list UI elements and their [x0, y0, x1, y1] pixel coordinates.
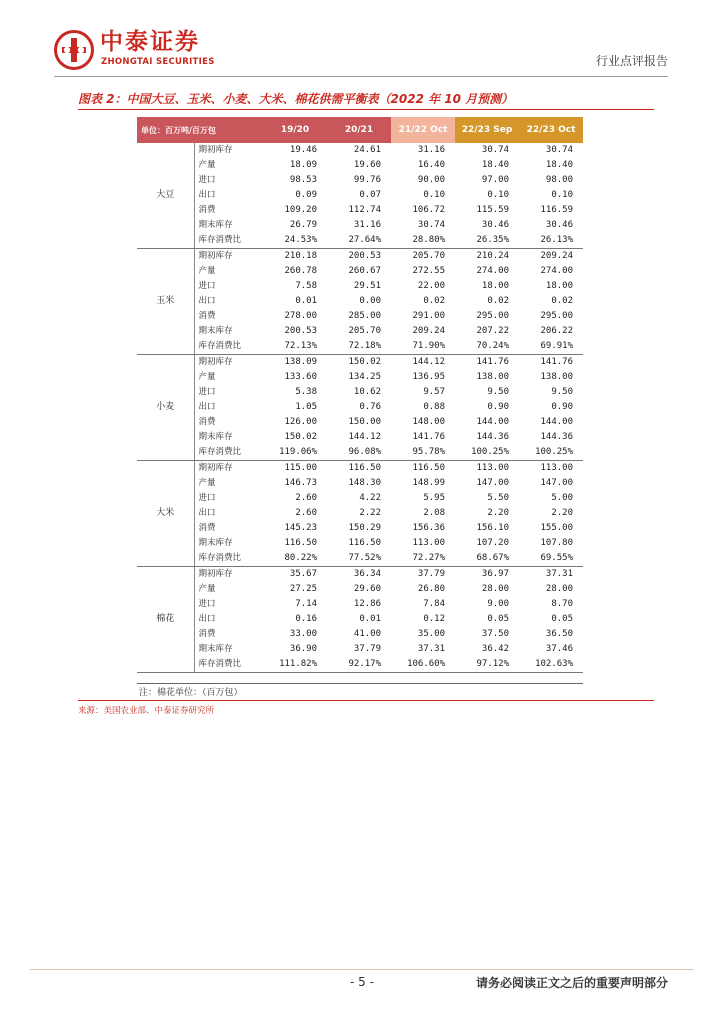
value-cell: 295.00 [540, 311, 574, 321]
value-cell: 274.00 [476, 266, 510, 276]
value-cell: 102.63% [519, 657, 583, 673]
value-cell: 155.00 [540, 523, 574, 533]
table-row [137, 415, 583, 430]
value-cell: 27.25 [289, 584, 318, 594]
value-cell: 209.24 [540, 251, 574, 261]
supply-demand-table [137, 117, 583, 673]
value-cell: 116.50 [284, 538, 318, 548]
value-cell: 156.36 [412, 523, 446, 533]
value-cell: 30.46 [545, 220, 574, 230]
metric-label: 出口 [198, 296, 216, 306]
table-row [137, 264, 583, 279]
value-cell: 1.05 [295, 402, 318, 412]
value-cell: 68.67% [455, 551, 519, 567]
value-cell: 0.05 [487, 614, 510, 624]
value-cell: 37.79 [353, 644, 382, 654]
value-cell: 31.16 [417, 145, 446, 155]
value-cell: 0.16 [295, 614, 318, 624]
page-number: - 5 - [350, 975, 374, 989]
value-cell: 209.24 [412, 326, 446, 336]
metric-label: 库存消费比 [194, 233, 263, 249]
value-cell: 278.00 [284, 311, 318, 321]
metric-label: 消费 [198, 311, 216, 321]
table-row [137, 491, 583, 506]
metric-label: 产量 [198, 160, 216, 170]
metric-label: 产量 [198, 478, 216, 488]
value-cell: 144.12 [348, 432, 382, 442]
value-cell: 30.74 [417, 220, 446, 230]
value-cell: 147.00 [476, 478, 510, 488]
table-row [137, 370, 583, 385]
value-cell: 37.50 [481, 629, 510, 639]
table-row [137, 233, 583, 249]
value-cell: 28.80% [391, 233, 455, 249]
table-row [137, 158, 583, 173]
value-cell: 116.59 [540, 205, 574, 215]
value-cell: 33.00 [289, 629, 318, 639]
value-cell: 210.24 [476, 251, 510, 261]
value-cell: 134.25 [348, 372, 382, 382]
table-row [137, 582, 583, 597]
value-cell: 100.25% [519, 445, 583, 461]
table-note: 注：棉花单位：（百万包） [139, 688, 243, 698]
value-cell: 136.95 [412, 372, 446, 382]
value-cell: 98.53 [289, 175, 318, 185]
metric-label: 消费 [198, 205, 216, 215]
metric-label: 库存消费比 [194, 339, 263, 355]
value-cell: 291.00 [412, 311, 446, 321]
value-cell: 28.00 [545, 584, 574, 594]
table-header-row [137, 117, 583, 143]
metric-label: 进口 [198, 175, 216, 185]
value-cell: 69.91% [519, 339, 583, 355]
logo-english-name: ZHONGTAI SECURITIES [101, 57, 215, 67]
value-cell: 28.00 [481, 584, 510, 594]
value-cell: 0.01 [295, 296, 318, 306]
value-cell: 18.00 [545, 281, 574, 291]
value-cell: 205.70 [412, 251, 446, 261]
value-cell: 274.00 [540, 266, 574, 276]
value-cell: 22.00 [417, 281, 446, 291]
value-cell: 0.07 [359, 190, 382, 200]
metric-label: 消费 [198, 417, 216, 427]
value-cell: 109.20 [284, 205, 318, 215]
value-cell: 19.60 [353, 160, 382, 170]
metric-label: 期末库存 [198, 432, 233, 442]
table-row [137, 657, 583, 673]
value-cell: 0.10 [487, 190, 510, 200]
value-cell: 72.13% [263, 339, 327, 355]
value-cell: 0.10 [423, 190, 446, 200]
table-row [137, 461, 583, 477]
value-cell: 37.31 [417, 644, 446, 654]
value-cell: 113.00 [540, 463, 574, 473]
value-cell: 146.73 [284, 478, 318, 488]
value-cell: 12.86 [353, 599, 382, 609]
table-row [137, 218, 583, 233]
metric-label: 产量 [198, 266, 216, 276]
table-row [137, 400, 583, 415]
value-cell: 5.50 [487, 493, 510, 503]
value-cell: 0.76 [359, 402, 382, 412]
value-cell: 29.51 [353, 281, 382, 291]
table-row [137, 476, 583, 491]
metric-label: 期末库存 [198, 538, 233, 548]
value-cell: 141.76 [540, 357, 574, 367]
value-cell: 4.22 [359, 493, 382, 503]
value-cell: 0.90 [487, 402, 510, 412]
value-cell: 0.05 [551, 614, 574, 624]
table-row [137, 339, 583, 355]
value-cell: 26.35% [455, 233, 519, 249]
value-cell: 70.24% [455, 339, 519, 355]
report-type-label: 行业点评报告 [595, 54, 668, 68]
value-cell: 9.57 [423, 387, 446, 397]
value-cell: 106.72 [412, 205, 446, 215]
value-cell: 112.74 [348, 205, 382, 215]
value-cell: 144.12 [412, 357, 446, 367]
metric-label: 产量 [198, 584, 216, 594]
figure-title: 图表 2：中国大豆、玉米、小麦、大米、棉花供需平衡表（2022 年 10 月预测） [78, 92, 514, 106]
metric-label: 期初库存 [198, 357, 233, 367]
table-row [137, 188, 583, 203]
value-cell: 90.00 [417, 175, 446, 185]
value-cell: 0.02 [551, 296, 574, 306]
table-bottom-rule [137, 683, 583, 684]
column-header-2223-oct: 22/23 Oct [519, 117, 583, 143]
value-cell: 144.36 [540, 432, 574, 442]
table-row [137, 355, 583, 371]
value-cell: 106.60% [391, 657, 455, 673]
metric-label: 出口 [198, 190, 216, 200]
value-cell: 97.12% [455, 657, 519, 673]
metric-label: 库存消费比 [194, 445, 263, 461]
value-cell: 0.90 [551, 402, 574, 412]
value-cell: 36.34 [353, 569, 382, 579]
value-cell: 92.17% [327, 657, 391, 673]
value-cell: 116.50 [348, 538, 382, 548]
value-cell: 9.50 [551, 387, 574, 397]
table-row [137, 294, 583, 309]
value-cell: 98.00 [545, 175, 574, 185]
table-row [137, 143, 583, 158]
value-cell: 148.99 [412, 478, 446, 488]
value-cell: 18.00 [481, 281, 510, 291]
value-cell: 19.46 [289, 145, 318, 155]
unit-header: 单位：百万吨/百万包 [137, 117, 263, 143]
value-cell: 95.78% [391, 445, 455, 461]
source-line: 来源：美国农业部、中泰证券研究所 [78, 706, 215, 716]
value-cell: 35.00 [417, 629, 446, 639]
value-cell: 113.00 [412, 538, 446, 548]
value-cell: 138.00 [476, 372, 510, 382]
value-cell: 0.12 [423, 614, 446, 624]
table-row [137, 627, 583, 642]
value-cell: 24.61 [353, 145, 382, 155]
value-cell: 144.00 [540, 417, 574, 427]
figure-bottom-rule [78, 700, 654, 701]
value-cell: 5.00 [551, 493, 574, 503]
value-cell: 116.50 [348, 463, 382, 473]
value-cell: 206.22 [540, 326, 574, 336]
value-cell: 2.22 [359, 508, 382, 518]
value-cell: 147.00 [540, 478, 574, 488]
metric-label: 期末库存 [198, 220, 233, 230]
commodity-label: 小麦 [137, 355, 194, 461]
table-row [137, 173, 583, 188]
value-cell: 107.20 [476, 538, 510, 548]
column-header-2122-oct: 21/22 Oct [391, 117, 455, 143]
metric-label: 消费 [198, 629, 216, 639]
value-cell: 18.40 [481, 160, 510, 170]
metric-label: 期初库存 [198, 569, 233, 579]
value-cell: 26.79 [289, 220, 318, 230]
table-row [137, 249, 583, 265]
metric-label: 库存消费比 [194, 551, 263, 567]
value-cell: 30.46 [481, 220, 510, 230]
metric-label: 出口 [198, 402, 216, 412]
value-cell: 29.60 [353, 584, 382, 594]
value-cell: 69.55% [519, 551, 583, 567]
figure-top-rule [78, 109, 654, 110]
value-cell: 0.00 [359, 296, 382, 306]
table-row [137, 536, 583, 551]
table-row [137, 612, 583, 627]
value-cell: 96.08% [327, 445, 391, 461]
value-cell: 144.36 [476, 432, 510, 442]
table-row [137, 445, 583, 461]
commodity-label: 大豆 [137, 143, 194, 249]
metric-label: 期末库存 [198, 326, 233, 336]
value-cell: 156.10 [476, 523, 510, 533]
value-cell: 26.80 [417, 584, 446, 594]
value-cell: 0.09 [295, 190, 318, 200]
table-row [137, 203, 583, 218]
value-cell: 115.59 [476, 205, 510, 215]
commodity-label: 玉米 [137, 249, 194, 355]
metric-label: 产量 [198, 372, 216, 382]
commodity-label: 大米 [137, 461, 194, 567]
value-cell: 113.00 [476, 463, 510, 473]
commodity-label: 棉花 [137, 567, 194, 673]
table-row [137, 506, 583, 521]
table-row [137, 309, 583, 324]
value-cell: 77.52% [327, 551, 391, 567]
value-cell: 5.95 [423, 493, 446, 503]
value-cell: 36.97 [481, 569, 510, 579]
table-row [137, 385, 583, 400]
value-cell: 2.60 [295, 508, 318, 518]
value-cell: 8.70 [551, 599, 574, 609]
value-cell: 37.79 [417, 569, 446, 579]
value-cell: 37.46 [545, 644, 574, 654]
metric-label: 进口 [198, 599, 216, 609]
value-cell: 36.50 [545, 629, 574, 639]
value-cell: 150.29 [348, 523, 382, 533]
value-cell: 210.18 [284, 251, 318, 261]
value-cell: 285.00 [348, 311, 382, 321]
column-header-2021: 20/21 [327, 117, 391, 143]
value-cell: 272.55 [412, 266, 446, 276]
value-cell: 35.67 [289, 569, 318, 579]
value-cell: 5.38 [295, 387, 318, 397]
value-cell: 7.84 [423, 599, 446, 609]
value-cell: 0.88 [423, 402, 446, 412]
value-cell: 0.02 [487, 296, 510, 306]
value-cell: 100.25% [455, 445, 519, 461]
table-row [137, 324, 583, 339]
value-cell: 72.27% [391, 551, 455, 567]
metric-label: 期初库存 [198, 145, 233, 155]
metric-label: 出口 [198, 508, 216, 518]
footer-divider [30, 969, 694, 970]
value-cell: 7.58 [295, 281, 318, 291]
value-cell: 0.02 [423, 296, 446, 306]
value-cell: 30.74 [545, 145, 574, 155]
metric-label: 进口 [198, 387, 216, 397]
value-cell: 133.60 [284, 372, 318, 382]
value-cell: 141.76 [476, 357, 510, 367]
table-row [137, 279, 583, 294]
value-cell: 295.00 [476, 311, 510, 321]
value-cell: 144.00 [476, 417, 510, 427]
metric-label: 消费 [198, 523, 216, 533]
value-cell: 145.23 [284, 523, 318, 533]
value-cell: 97.00 [481, 175, 510, 185]
value-cell: 36.90 [289, 644, 318, 654]
value-cell: 115.00 [284, 463, 318, 473]
value-cell: 36.42 [481, 644, 510, 654]
value-cell: 205.70 [348, 326, 382, 336]
metric-label: 期末库存 [198, 644, 233, 654]
metric-label: 进口 [198, 493, 216, 503]
value-cell: 16.40 [417, 160, 446, 170]
value-cell: 119.06% [263, 445, 327, 461]
table-row [137, 430, 583, 445]
value-cell: 10.62 [353, 387, 382, 397]
value-cell: 138.09 [284, 357, 318, 367]
value-cell: 2.20 [551, 508, 574, 518]
value-cell: 200.53 [284, 326, 318, 336]
value-cell: 260.67 [348, 266, 382, 276]
value-cell: 2.20 [487, 508, 510, 518]
table-row [137, 567, 583, 583]
logo-chinese-name: 中泰证券 [100, 29, 200, 55]
value-cell: 148.00 [412, 417, 446, 427]
value-cell: 30.74 [481, 145, 510, 155]
value-cell: 200.53 [348, 251, 382, 261]
header-divider [54, 76, 668, 77]
value-cell: 2.60 [295, 493, 318, 503]
value-cell: 99.76 [353, 175, 382, 185]
metric-label: 库存消费比 [194, 657, 263, 673]
metric-label: 期初库存 [198, 251, 233, 261]
value-cell: 41.00 [353, 629, 382, 639]
value-cell: 150.02 [284, 432, 318, 442]
value-cell: 141.76 [412, 432, 446, 442]
metric-label: 出口 [198, 614, 216, 624]
value-cell: 150.00 [348, 417, 382, 427]
column-header-1920: 19/20 [263, 117, 327, 143]
value-cell: 150.02 [348, 357, 382, 367]
value-cell: 18.09 [289, 160, 318, 170]
value-cell: 0.10 [551, 190, 574, 200]
value-cell: 138.00 [540, 372, 574, 382]
value-cell: 2.08 [423, 508, 446, 518]
value-cell: 9.50 [487, 387, 510, 397]
table-body [137, 143, 583, 673]
value-cell: 31.16 [353, 220, 382, 230]
table-row [137, 642, 583, 657]
table-row [137, 597, 583, 612]
value-cell: 116.50 [412, 463, 446, 473]
column-header-2223-sep: 22/23 Sep [455, 117, 519, 143]
table-row [137, 551, 583, 567]
value-cell: 7.14 [295, 599, 318, 609]
value-cell: 207.22 [476, 326, 510, 336]
disclaimer-text: 请务必阅读正文之后的重要声明部分 [475, 976, 668, 990]
value-cell: 9.00 [487, 599, 510, 609]
metric-label: 进口 [198, 281, 216, 291]
value-cell: 71.90% [391, 339, 455, 355]
zhongtai-logo-icon [54, 30, 94, 70]
value-cell: 26.13% [519, 233, 583, 249]
value-cell: 0.01 [359, 614, 382, 624]
value-cell: 107.80 [540, 538, 574, 548]
value-cell: 37.31 [545, 569, 574, 579]
value-cell: 72.18% [327, 339, 391, 355]
value-cell: 148.30 [348, 478, 382, 488]
value-cell: 111.82% [263, 657, 327, 673]
value-cell: 27.64% [327, 233, 391, 249]
value-cell: 18.40 [545, 160, 574, 170]
value-cell: 260.78 [284, 266, 318, 276]
table-row [137, 521, 583, 536]
value-cell: 80.22% [263, 551, 327, 567]
metric-label: 期初库存 [198, 463, 233, 473]
value-cell: 24.53% [263, 233, 327, 249]
value-cell: 126.00 [284, 417, 318, 427]
